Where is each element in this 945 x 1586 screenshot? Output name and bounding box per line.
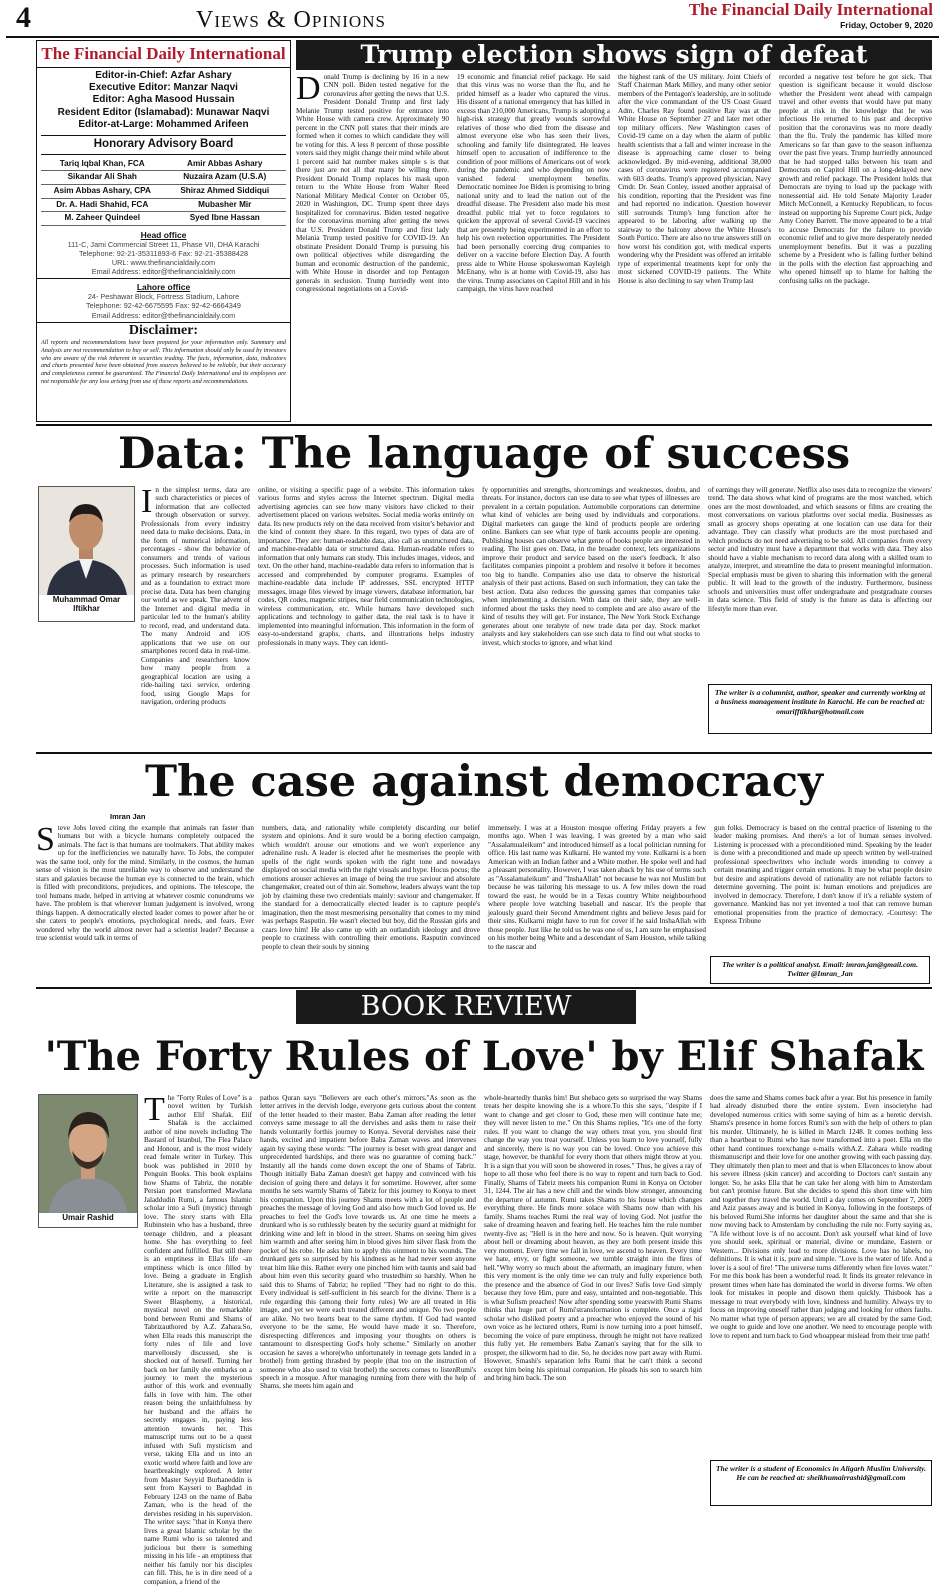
editor-line: Editor-at-Large: Mohammed Arifeen <box>78 118 249 130</box>
article2-column: In the simplest terms, data are such characteristics or pieces of information that are collected through observation or survey. Professionals from every industry need data to make decisions. Data, in the form of numerical information, percentages - show the behavior of consumers and trends of various processes. Such information is used as primary research by researchers and as a foundation to extract more precise data. Data has been changing our world as we speak. The advent of the Internet and digital media in particular led to the human's ability to record, read, and understand data. The many Android and iOS applications that we use on our smartphones record data in real-time. Companies and researchers know how many people from a geographical location are using a ride-hailing taxi service, ordering food, using Google Maps for navigation, ordering products <box>141 483 250 707</box>
article4-column: whole-heartedly thanks him! But shebaco gets so surprised the way Shams treats her despite knowing she is a whore.To this she says, "despite if I want to change and get closer to God, these men will continue hate me; they will never listen to me." On this Shams replies, "It's one of the forty rules. If you want to change the way others treat you, you should first change the way you treat yourself. Unless you learn to love yourself, fully and sincerely, there is no way you can be loved. Once you achieve this stage, however, be thankful for every thorn that others might throw at you. It is a sign that you will soon be showered in roses." Thus, he gives a ray of hope to all those who feel there is no way to repent and turn back to God. Finally, Shams of Tabriz meets his companion Rumi in Konya on October 31, 1244. The air has a new chill and the winds blow stronger, announcing the departure of autumn. Rumi takes Shams to his house which changes everything there. He finds more solace with Shams now than with his family. Shams teaches Rumi the real way of loving God. Not justfor the sake of dreaming heaven and fearing hell. He teaches him the rule number twenty-five as; "Hell is in the here and now. So is heaven. Quit worrying about hell or dreaming about heaven, as they are both present inside this very moment. Every time we fall in love, we ascend to heaven. Every time we hate, envy, or fight someone, we tumble straight into the fires of hell."Why worry so much about the aftermath, an imaginary future, when this very moment is the only time we can truly and fully experience both the presence and the absence of God in our lives? Sufis love God simply because they love Him, pure and easy, untainted and non-negotiable. This is what Sufism preaches! Now after spending some yearswith Rumi Shams thinks that huge part of Rumi'stransformation is complete. Once a rigid scholar who disliked poetry and a preacher who enjoyed the sound of his own voice as he lectured others, Rumi is now turning into a poet himself, becoming the voice of pure emptiness, through he might not have realized this fully yet. He remembers Baba Zaman's saying that for the silk to prosper, the silkworm had to die. So, he decides now part away with Rumi. However, Smashi's separation lefts Rumi that he can't think a second except him being his spiritual companion. He pleads his son to search him and bring him back. The son <box>484 1094 702 1382</box>
article3-author-note: The writer is a political analyst. Email: imran.jan@gmail.com. Twitter @Imran_Jan <box>710 956 930 984</box>
section-title: Views & Opinions <box>196 7 386 33</box>
editor-line: Editor: Agha Masood Hussain <box>92 94 235 106</box>
article4-column: pathos Quran says "Believers are each other's mirrors."As soon as the letter arrives in the dervish lodge, everyone gets curious about the content of the letter headed to their master. Baba Zaman after reading the letter conveys same message to all the dervishes and asks them to raise their hands voluntarily forthis journey to Konya. Several dervishes raise their hands, excited and impatient before Baba Zaman waves and intervenes again by saying these words: "The journey is beset with great danger and unprecedented hardships, and there was no guarantee of coming back." Instantly all the hands come down except the one of Shams of Tabriz. Though initially Baba Zaman doesn't get happy and convinced with his decision of going there and delays it for sometime. However, after some months he sets warmly Shams of Tabriz for this journey to Konya to meet his companion. Upon this journey Shams meets with a lot of people and preaches the message of loving God and also how much God loved us. He preaches to feel the God's love towards us. At one time he meets a drunkard who is so ruthlessly beaten by the security guard at midnight for drinking wine and left in blood in the street. Shams on seeing him gives him warmth and after seeing him in blood gives him silver flask from the pocket of his robe. He asks him to apply this ointment to his wounds. The drunkard gets so surprised by his kindness as he had never seen anyone treat him like this. Rather every one pinched him with taunts and said bad about him even this security guard who trustedhim so harshly. When he said this to Shams of Tabriz; he replied "They had no right to do this. Every individual is self-sufficient in his search for the divine. There is a rule regarding this (among their forty rules) We are all treated in His image, and yet we were each treated different and unique. No two people are alike. No two hearts beat to the same rhythm. If God had wanted everyone to be the same, He would have made it so. Therefore, disrespecting differences and imposing your thoughts on others is tantamount to disrespecting God's holy scheme." Similarly on another occasion he saves a whore(who unfortunately in teenage gets landed in a brothel) from getting thrashed by people (that too on the instruction of someone who also used to visit brothel) the secrets comes to listenRumi's speech in a mosque. After managing running from there with the help of Shams, she meets him again and <box>260 1094 476 1391</box>
board-member: Mubasher Mir <box>164 199 287 213</box>
board-member: Tariq Iqbal Khan, FCA <box>41 158 164 172</box>
address-line: Telephone: 92-21-35311893-6 Fax: 92-21-35388428 <box>78 248 249 258</box>
article2-headline: Data: The language of success <box>117 429 851 479</box>
issue-date: Friday, October 9, 2020 <box>840 20 933 31</box>
board-member: Shiraz Ahmed Siddiqui <box>164 185 287 199</box>
address-line: Telephone: 92-42-6675595 Fax: 92-42-6664349 <box>86 301 241 311</box>
dropcap: S <box>36 821 55 858</box>
board-member: Amir Abbas Ashary <box>164 158 287 172</box>
article2-author-note: The writer is a columnist, author, speaker and currently working at a business management institute in Karachi. He can be reached at: omarifftikhar@hotmail.com <box>708 684 932 734</box>
dropcap: T <box>144 1091 165 1128</box>
article2-column: online, or visiting a specific page of a website. This information takes various forms and styles across the Internet spectrum. Digital media advertising agencies can see how many visitors have clicked to their advertisement placed on various websites. Social media works entirely on data. Its new products rely on the data received from visitor's behavior and the kind of content they share. In this regard, two types of data are of importance. They are: human-readable data, also call as unstructured data, and machine-readable data or structured data. Human-readable refers to information that only humans can study. This includes images, videos, and text. On the other hand, machine-readable data refers to information that is accessed and comprehended by computer programs. Examples of machine-readable data include IP addresses, SSL encrypted HTTP messages, image files viewed by image viewers, database information, bar codes, QR codes, magnetic stripes, near field communication technologies, wireless communication, etc. While humans have developed such applications and technology to gather data, the real task is to have it implemented into meaningful information. This information in the form of easy-to-understand graphs, charts, and illustrations helps industry professionals in many ways. They can identi- <box>258 486 474 647</box>
paper-name: The Financial Daily International <box>688 0 933 19</box>
head-office-address <box>37 240 290 279</box>
staff-box-title: The Financial Daily International <box>37 41 290 68</box>
article4-column: does the same and Shams comes back after a year. But his presence in family had already disturbed there the entire system. Even insocietyhe had developed numerous critics with some saying of him as a heretic dervish. Shams's presence in home forces Rumi's son with the help of others to plan his murder. Ultimately, he is killed in March 1248. It comes nothing less than a heartbeat to Rumi who has now transformed into a poet. Ella on the other hand continues toexchange e-mails withA.Z. Zahara while reading thismanuscript and their love for one another growing with each passing day. They ultimately then plan to meet and that is when Ellaconces to know about his severe illness (skin cancer) and according to Doctors can't sustain any longer. So, he asks Ella that he can take her along with him to Amsterdam but can't promise future. But she decides to spend this short time with him and together they travel the world. Until a day comes on September 7, 2009 and Aziz passes away and is buried in Konya, following in the footsteps of his beloved Rumi.She informs her daughter about the same and that she is now moving back to Amsterdam by concluding the rule no: Forty saying as, "A life without love is of no account. Don't ask yourself what kind of love you should seek, spiritual or material, divine or mundane, Eastern or Western... Divisions only lead to more divisions. Love has no labels, no definitions. It is what it is, pure and simple. "Love is the water of life. And a lover is a soul of fire! "The universe turns differently when fire loves water." For me this book has been a wonderful read. It finds its greater relevance in present times when hate has dominated the world in diverse forms. We often look for mistakes in people and disown them quickly. Thisbook has a message to treat everybody with love, kindness and humility. Always try to focus on improving oneself rather than judging and looking for others faults. No matter what type of person appears; we are all created by the same God; we ought to guide and love one another. We need to encourage people with love to repent and turn back to God whoappear mislead from their true path! <box>710 1094 932 1340</box>
address-line: Email Address: editor@thefinancialdaily.com <box>91 310 236 320</box>
article2-column: fy opportunities and strengths, shortcomings and weaknesses, doubts, and threats. For instance, doctors can use data to see what types of illnesses are prevalent in a certain population. Automobile corporations can determine what kind of vehicles are being used by individuals and corporations. Digital marketers can gauge the kind of products people are ordering online. Bankers can see what type of bank accounts people are opening. Publishing houses can observe what genre of books people are interested in reading. The list goes on. Data, in the broader context, lets organizations improve their product and service based on the user's feedback. It also facilitates companies pinpoint a problem and resolve it before it becomes too big to handle. Companies also use data to observe the historical analysis of their past actions. Based on such information, they can take the best action. Data also reduces the guessing games that companies take when implementing a decision. With data on their side, they are well-informed about the tasks they need to complete and are also aware of the kind of results they will get. For instance, The New York Stock Exchange generates about one terabyte of new trade data per day. Stock market analysts and key stakeholders can use such data to find out what stocks to invest, which stocks to ignore, and what kind <box>482 486 700 647</box>
address-line: 111-C, Jami Commercial Street 11, Phase VII, DHA Karachi <box>67 239 260 249</box>
advisory-board-title: Honorary Advisory Board <box>41 135 286 155</box>
lahore-office-title: Lahore office <box>136 282 191 293</box>
dropcap: D <box>296 70 321 107</box>
article3-column: Steve Jobs loved citing the example that animals ran faster than humans but with a bicycle humans completely outpaced the animals. The fact is that humans are toolmakers. That ability makes up for the inefficiencies we naturally have. To Jobs, the computer was the same tool, only for the mind. Similarly, in the cosmos, the human sense of vision is the most unreliable way to observe and understand the stars and galaxies because the human eye is connected to the brain, which is filled with preconditions, prejudices, and opinions. The telescope, the tool humans made, helped in arriving at whatever cosmic conundrums we have. The problem is that wherever human judgement is involved, wrong things happen. A democratically elected leader comes to power after he or she caters to people's emotions, psychological needs, and fears. Ever wondered why the world almost never had a scientist leader? Because a true scientist would talk in terms of <box>36 821 254 943</box>
page-number: 4 <box>16 1 31 34</box>
article3-column: immensely. I was at a Houston mosque offering Friday prayers a few months ago. When I was leaving, I was greeted by a man who said "Assalamualeikum" and introduced himself as a local politician running for office. His last name was Kulkarni. He wanted my vote. Kulkarni is a born American with an Indian father and a White mother. He spoke well and had a pleasant personality. However, I was taken aback by his use of terms such as "Assalamaleikum" and "InshaAllah" not because he was not Muslim but because he was tailoring his message to us. A few miles down the road toward the east, he would be in a Texas country White neighbourhood where people love watching baseball and nascar. It's the people that jealously guard their Second Amendment rights and believe Jesus paid for their sins. Kulkarni might have to run for cover if he said InshaAllah with those people. Just like he told us he was one of us, I am sure he emphasised on his mother being White and a descendant of Sam Houston, while talking to the nascar and <box>488 824 706 951</box>
brand <box>689 0 933 30</box>
board-member: Nuzaira Azam (U.S.A) <box>164 171 287 185</box>
article3-headline: The case against democracy <box>144 757 824 807</box>
head-office-title: Head office <box>140 229 187 240</box>
article1-headline: Trump election shows sign of defeat <box>296 40 932 70</box>
board-member: Syed Ibne Hassan <box>164 212 287 226</box>
staff-box <box>36 40 291 422</box>
editor-line: Resident Editor (Islamabad): Munawar Naqvi <box>57 106 270 118</box>
address-line: 24- Peshawar Block, Fortress Stadium, Lahore <box>87 292 240 302</box>
divider <box>36 987 932 989</box>
masthead <box>6 0 939 38</box>
address-line: URL: www.thefinancialdaily.com <box>111 258 216 268</box>
article2-column: of earnings they will generate. Netflix also uses data to recognize the viewers' trend. The data shows what kind of programs are the most watched, which ones are the most downloaded, and which seasons or films are creating the most conversations on various platforms over social media. Businesses as small as grocery shops operating at one location can use data for their advantage. They can classify what products are the most purchased and which products do not need advertising to be sold. All companies from every sector and industry must have a department that works with data. They also should have a viable mechanism to record data along with a skilled team to analyze, interpret, and streamline the data to present meaningful information. Special emphasis must be given to sharing this information with the general public. It will lead to the growth of the industry. Furthermore, business schools and universities must offer undergraduate and postgraduate courses in data science. This field of study is the future as data is affecting our lifestyle more than ever. <box>708 486 932 613</box>
dropcap: I <box>141 483 153 520</box>
board-member: M. Zaheer Quindeel <box>41 212 164 226</box>
article1-column: 19 economic and financial relief package. He said that this virus was no worse than the flu, and he prided himself as a leader who captured the virus. His dissent of a national emergency that has killed in excess than 210,000 Americans, Trump is adopting a high-risk strategy that greatly wounds sorrowful relatives of those who died from the disease and almost everyone else who has seen their lives, schooling and family life disintegrated. He leaves himself open to accusation of indifference to the condition of poor millions of Americans out of work during the pandemic and who depending on now vanished federal unemployment benefits. Democratic nominee Joe Biden is promising to bring national unity and to lead the nation out of the dreadful disease. The President also made his most dreadful public trial yet to force regulators to quicken the approval of several Covid-19 vaccines that are presently being experimented in an effort to help his own reelection opportunities. The President had been personally coercing drug companies to deliver on a vaccine before Election Day. A fourth press aide to White House spokeswoman Kayleigh McEnany, who is at home with Covid-19, also has the virus. Trump associates on Capitol Hill and in his campaign, the virus have reached <box>457 73 610 294</box>
article4-headline: 'The Forty Rules of Love' by Elif Shafak <box>44 1033 924 1080</box>
article1-column: the highest rank of the US military. Joint Chiefs of Staff Chairman Mark Milley, and many other senior members of the Pentagon's leadership, are in solitude after the vice commandant of the US Coast Guard Adm. Charles Ray found positive Ray was at the White House on September 27 and later met other top military officers. New Washington cases of Covid-19 came on a day when the alarm of public health scientists that a fall and winter increase in the disease is approaching came closer to being acknowledged. By mid-evening, additional 38,000 cases of coronavirus were registered accompanied with 603 deaths. Trump's approved physician, Navy Cmdr. Dr. Sean Conley, issued another appraisal of his condition, reporting that the President was fine and had reported no indication. Question however still surrounds Trump's lung function after he appeared to be laboring after walking up the stairway to the balcony above the White House's South Portico. There are also no true answers still on how worst his condition got, with medical experts wondering why the President was offered an irritable type of experimental treatments kept for only the most sickened COVID-19 patients. The White House is also declining to say when Trump last <box>618 73 771 285</box>
book-review-kicker: BOOK REVIEW <box>296 990 636 1024</box>
editor-list <box>37 68 290 133</box>
author-photo-caption: Umair Rashid <box>62 1213 114 1222</box>
article3-column: gun folks. Democracy is based on the central practice of listening to the leader making promises. And there's a lot of human senses involved. Listening is processed with a preconditioned mind. Speaking by the leader is done with a preconditioned and made up speech written by well-trained professional speechwriters who include words intending to convey a certain meaning and trigger certain emotions. It may be what people desire but desire and aspirations devoid of rationality are not reliable factors to determine governing. The point is: human emotions and prejudices are involved in democracy. Therefore, I don't know if it's a reliable system of governance. Mankind has not yet invented a tool that can remove human emotional propensities from the practice of democracy. -Courtesy: The Express Tribune <box>714 824 932 926</box>
article3-column: numbers, data, and rationality while completely discarding our belief system and opinions. And it sure would be a boring election campaign, which wouldn't arouse our emotions and we won't experience any adrenaline rush. A leader is elected after he mesmerises the people with spells of the right words spoken with the right tone and nowadays displayed on social media with the right visuals and hype. Hocus pocus; the emotions arouser achieves an image of being the true saviour and absolute changemaker, created out of thin air. Somehow, leaders always want the top job by claiming these two credentials mainly: saviour and changemaker. If the standard for a democratically elected leader is to capture people's imagination, then the most mesmerising personality that comes to my mind was perhaps Rasputin. He wasn't elected but boy, did the Russian girls and czars love him! He also came up with an outlandish ideology and drove people to craziness with controlling their emotions. Rasputin convinced people to clean their souls by sinning <box>262 824 480 951</box>
article4-author-note: The writer is a student of Economics in Aligarh Muslim University. He can be reached at: sheikhumairrashid@gmail.com <box>710 1460 932 1506</box>
board-member: Sikandar Ali Shah <box>41 171 164 185</box>
advisory-board-list <box>37 157 290 227</box>
author-photo-caption: Muhammad Omar Iftikhar <box>52 595 121 613</box>
article1-column: Donald Trump is declining by 16 in a new CNN poll. Biden tested negative for the coronavirus after getting the news that U.S. President Donald Trump and first lady Melanie Trump tested positive for entrance into White House with camera crew. Approximately 90 percent in the CNN poll states that their minds are formed when it comes to which candidate they will be voting for this. A less 8 percent of those possible voters said they might change their mind while about 1 percent said hat number makes simple s is that there just are not all that many be willing there. President Donald Trump replaces his mask upon return to the White House from Walter Reed National Military Medical Center on October 05, 2020 in Washington, DC. Trump spent three days hospitalized for coronavirus. Biden tested negative for the coronavirus morning after getting the news that U.S. President Donald Trump and first lady Melania Trump tested positive for COVID-19. An obstinate President Donald Trump is pursuing his own political objectives while disregarding the human and economic destruction of the pandemic, with White House in disorder and top Pentagon generals in seclusion. Trump hurriedly went into congressional negotiations on a Covid- <box>296 70 449 294</box>
board-member: Asim Abbas Ashary, CPA <box>41 185 164 199</box>
editor-line: Executive Editor: Manzar Naqvi <box>89 82 238 94</box>
editor-line: Editor-in-Chief: Azfar Ashary <box>95 70 232 82</box>
article3-byline: Imran Jan <box>110 812 146 821</box>
disclaimer-title: Disclaimer: <box>128 322 199 338</box>
article4-column: The "Forty Rules of Love" is a novel written by Turkish author Elif Shafak. Elif Shafak is the acclaimed author of nine novels including The Bastard of Istanbul, The Flea Palace and Honour, and is the most widely read female writer in Turkey. This book was published in 2010 by Penguin Books. This book explains how Shams of Tabriz, the notable Persian poet transformed Mawlana Jaladdudin Rumi, a famous Islamic scholar into a Sufi (mystic) through love. The story starts with Ella Rubinstein who has a husband, three teenage children, and a pleasant home. She has everything to feel confident and fulfilled. But still there is an emptiness in Ella's life -an emptiness which is once filled by love. Being a graduate in English Literature, she is assigned a task to write a report on the manuscript Sweet Blasphemy, a historical, mystical novel on the remarkable bond between Rumi and Shams of Tabrizauthored by A.Z. Zahara.So, when Ella reads this manuscript the forty rules of life and love marvellously discussed, she is shocked out of herself. Turning her back on her family she embarks on a journey to meet the mysterious author of this work and eventually falls in love with him. The other reason being the unfaithfulness by her husband and the affairs he secretly engages in, paying less attention towards her. This manuscript turns out to be a quest infused with Sufi mysticism and verse, taking Ella and us into an exotic world where faith and love are heartbreakingly explored. A letter from Master Seyyid Burhaneddin is sent from Kayseri to Baghdad in February 1243 on the name of Baba Zaman, who is the head of the dervishes residing in his supervision. The writer says: "that in Konya there lives a great Islamic scholar by the name Rumi who is so talented and judicious but there is something missing in his life - an emptiness that neither his family nor his disciples can fill. This, he is in dire need of a companion, a friend of the <box>144 1091 252 1586</box>
article1-body <box>296 70 932 423</box>
board-member: Dr. A. Hadi Shahid, FCA <box>41 199 164 213</box>
lahore-office-address <box>37 292 290 322</box>
address-line: Email Address: editor@thefinancialdaily.com <box>91 267 236 277</box>
article1-column: recorded a negative test before he got sick. That question is significant because it would disclose whether the President went ahead with campaign travel and other events that would have put many people at risk in the knowledge that he was infectious He returned to his past and deceptive position that the coronavirus was no more deadly than the flu. Truly the pandemic has killed more Americans so far than gave to the season influenza over the past five years. Trump hurriedly announced that he had stopped talks between his team and Democrats on Capitol Hill on a long-delayed new growth and relief package. The President holds that Democrats are trying to load up the package with nonessential aid. He told Senate Majority Leader Mitch McConnell, a Kentucky Republican, to focus instead on supporting his Supreme Court pick, Judge Amy Coney Barrett. The move appeared to be a trial to accuse Democrats for the failure to provide economic relief and to give more desperately needed unemployment benefits. But it was a puzzling scheme by a President who is falling further behind in the polls with the election fast approaching and who opened himself up to blame for halting the confusing talks on the package. <box>779 73 932 285</box>
disclaimer-text: All reports and recommendations have been prepared for your information only. Summary and Analysis are not recommendation to buy or sell. This information should only be used by investors who are aware of the risk inherent in securities trading. The facts, information, data, indicators and charts presented have been obtained from sources believed to be reliable, but their accuracy and completeness cannot be guaranteed. The Financial Daily International and its employees are not responsible for any loss arising from use of these reports and recommendations. <box>41 339 286 385</box>
